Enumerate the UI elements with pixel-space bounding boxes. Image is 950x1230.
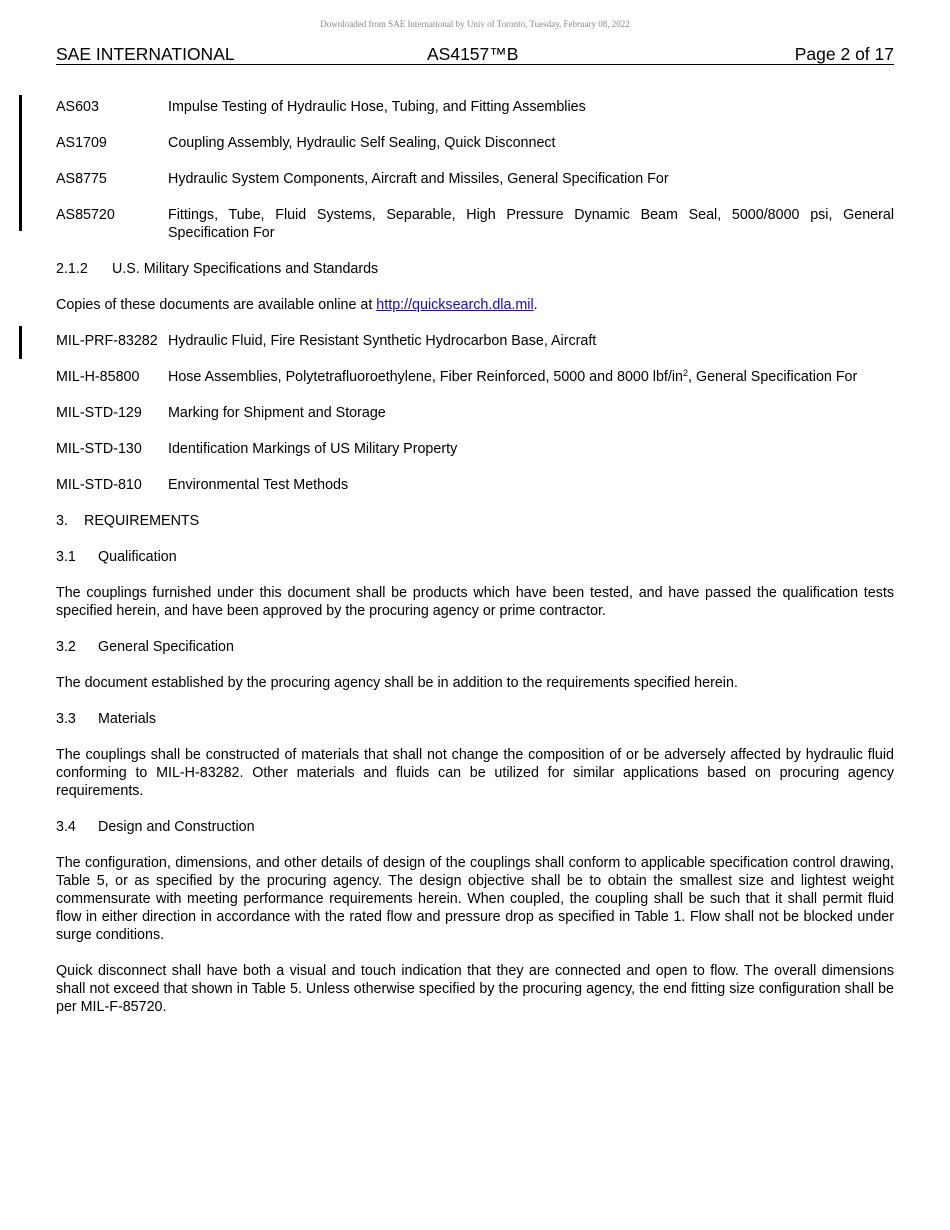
reference-title: Coupling Assembly, Hydraulic Self Sealing, Quick Disconnect [168, 135, 556, 151]
reference-title: Environmental Test Methods [168, 477, 349, 493]
revision-bar [19, 326, 22, 359]
section-body-3-3: The couplings shall be constructed of materials that shall not change the composition of or be adversely affected by hydraulic fluid conforming to MIL-H-83282. Other materials and fluids can be utilized for similar applications based on procuring agency requirements. [56, 747, 894, 799]
section-heading-3-2 [56, 638, 894, 656]
section-heading-3-1 [56, 548, 894, 566]
reference-item [56, 134, 894, 152]
header-org: SAE INTERNATIONAL [56, 44, 235, 64]
section-heading-2-1-2 [56, 260, 894, 278]
reference-title: Hydraulic Fluid, Fire Resistant Synthetic Hydrocarbon Base, Aircraft [168, 333, 597, 349]
header-page-number: Page 2 of 17 [794, 44, 894, 64]
reference-item [56, 206, 894, 242]
section-body-3-4-quick-disconnect: Quick disconnect shall have both a visual and touch indication that they are connected and open to flow. The overall dimensions shall not exceed that shown in Table 5. Unless otherwise specified by the procuring agency, the end fitting size configuration shall be per MIL-F-85720. [56, 963, 894, 1015]
reference-item [56, 476, 894, 494]
section-body-3-2: The document established by the procuring agency shall be in addition to the requirements specified herein. [56, 675, 738, 691]
section-number: 3. [56, 513, 68, 529]
reference-code: MIL-STD-810 [56, 477, 142, 493]
quicksearch-link[interactable]: http://quicksearch.dla.mil [376, 297, 534, 313]
section-number: 3.1 [56, 549, 76, 565]
reference-code: AS1709 [56, 135, 107, 151]
section-title: General Specification [98, 639, 234, 655]
section-body-3-4: The configuration, dimensions, and other details of design of the couplings shall conform to applicable specification control drawing, Table 5, or as specified by the procuring agency. The design objective shall be to obtain the smallest size and lightest weight commensurate with meeting performance requirements herein. When coupled, the coupling shall be such that it shall permit fluid flow in either direction in accordance with the rated flow and pressure drop as specified in Table 1. Flow shall not be blocked under surge conditions. [56, 855, 894, 943]
page-header [56, 44, 894, 65]
section-body-3-1: The couplings furnished under this document shall be products which have been tested, and have passed the qualification tests specified herein, and have been approved by the procuring agency or prime contractor. [56, 585, 894, 619]
revision-bar [19, 95, 22, 231]
section-number: 3.3 [56, 711, 76, 727]
reference-item [56, 368, 894, 386]
reference-title: Impulse Testing of Hydraulic Hose, Tubing, and Fitting Assemblies [168, 99, 586, 115]
section-heading-3 [56, 512, 894, 530]
section-heading-3-3 [56, 710, 894, 728]
page-content [56, 98, 894, 1034]
reference-item [56, 404, 894, 422]
reference-title: Identification Markings of US Military Property [168, 441, 458, 457]
section-title: REQUIREMENTS [84, 513, 200, 529]
section-title: U.S. Military Specifications and Standards [112, 261, 379, 277]
section-heading-3-4 [56, 818, 894, 836]
copies-note: Copies of these documents are available online at http://quicksearch.dla.mil. [56, 297, 538, 313]
reference-code: MIL-H-85800 [56, 369, 140, 385]
download-watermark: Downloaded from SAE International by Univ of Toronto, Tuesday, February 08, 2022 [320, 19, 630, 29]
reference-title: Hydraulic System Components, Aircraft and Missiles, General Specification For [168, 171, 669, 187]
reference-code: AS85720 [56, 207, 115, 223]
section-number: 3.4 [56, 819, 76, 835]
reference-code: MIL-STD-129 [56, 405, 142, 421]
reference-code: AS603 [56, 99, 99, 115]
reference-item [56, 98, 894, 116]
reference-title: Marking for Shipment and Storage [168, 405, 386, 421]
header-doc-id: AS4157™B [427, 44, 519, 64]
reference-item [56, 332, 894, 350]
reference-title: Fittings, Tube, Fluid Systems, Separable, High Pressure Dynamic Beam Seal, 5000/8000 psi, General Specification For [168, 207, 894, 241]
reference-title: Hose Assemblies, Polytetrafluoroethylene, Fiber Reinforced, 5000 and 8000 lbf/$in^2$, General Specification For [168, 368, 858, 385]
section-number: 2.1.2 [56, 261, 88, 277]
reference-item [56, 170, 894, 188]
section-title: Materials [98, 711, 156, 727]
section-title: Design and Construction [98, 819, 255, 835]
reference-item [56, 440, 894, 458]
reference-code: MIL-PRF-83282 [56, 333, 158, 349]
section-number: 3.2 [56, 639, 76, 655]
reference-code: MIL-STD-130 [56, 441, 142, 457]
section-title: Qualification [98, 549, 177, 565]
reference-code: AS8775 [56, 171, 107, 187]
